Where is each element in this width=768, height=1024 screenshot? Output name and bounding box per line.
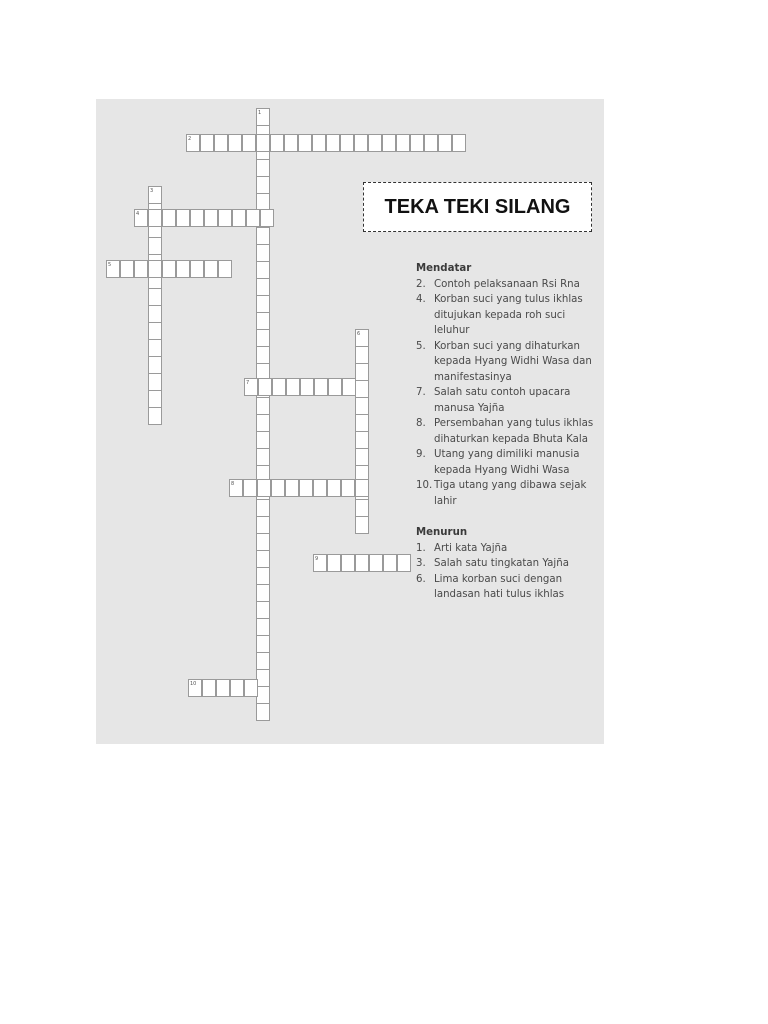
grid-cell[interactable] <box>341 554 355 572</box>
grid-cell[interactable] <box>341 479 355 497</box>
grid-cell[interactable] <box>368 134 382 152</box>
grid-cell[interactable] <box>256 244 270 262</box>
clue-text: Arti kata Yajña <box>434 542 508 554</box>
grid-cell[interactable] <box>256 533 270 551</box>
spacer <box>416 509 601 525</box>
grid-cell[interactable] <box>369 554 383 572</box>
clue-text: Contoh pelaksanaan Rsi Rna <box>434 278 580 290</box>
clue-number: 10. <box>416 480 433 491</box>
mendatar-list <box>416 277 601 510</box>
page-title: TEKA TEKI SILANG <box>384 195 571 218</box>
grid-cell[interactable] <box>134 260 148 278</box>
crossword-panel <box>96 99 604 744</box>
grid-cell[interactable] <box>256 635 270 653</box>
grid-cell[interactable] <box>242 134 256 152</box>
menurun-list <box>416 541 601 603</box>
clue-item <box>416 447 601 478</box>
grid-cell[interactable] <box>256 669 270 687</box>
clue-item <box>416 478 601 509</box>
grid-cell[interactable] <box>256 397 270 415</box>
grid-cell[interactable] <box>256 261 270 279</box>
grid-cell[interactable] <box>452 134 466 152</box>
grid-cell[interactable] <box>148 339 162 357</box>
clue-text: Salah satu contoh upacara manusa Yajña <box>434 387 571 414</box>
grid-cell[interactable] <box>396 134 410 152</box>
grid-cell[interactable] <box>355 346 369 364</box>
grid-cell[interactable] <box>190 209 204 227</box>
clue-number: 7. <box>416 387 426 398</box>
grid-cell[interactable] <box>148 305 162 323</box>
grid-cell[interactable] <box>202 679 216 697</box>
grid-cell[interactable] <box>256 329 270 347</box>
grid-cell[interactable] <box>256 550 270 568</box>
clue-text: Korban suci yang tulus ikhlas ditujukan kepada roh suci leluhur <box>434 294 583 336</box>
grid-cell[interactable] <box>214 134 228 152</box>
grid-cell[interactable] <box>355 397 369 415</box>
grid-cell[interactable] <box>382 134 396 152</box>
grid-cell[interactable] <box>148 322 162 340</box>
clue-number: 1. <box>416 542 426 554</box>
grid-cell[interactable] <box>424 134 438 152</box>
grid-cell[interactable] <box>256 431 270 449</box>
grid-cell[interactable] <box>148 373 162 391</box>
clue-item <box>416 339 601 386</box>
grid-cell[interactable] <box>148 356 162 374</box>
grid-number: 9 <box>315 556 319 562</box>
grid-cell[interactable] <box>256 584 270 602</box>
grid-cell[interactable] <box>228 134 242 152</box>
grid-cell[interactable] <box>355 380 369 398</box>
grid-cell[interactable] <box>256 567 270 585</box>
clue-number: 3. <box>416 558 426 569</box>
grid-cell[interactable] <box>328 378 342 396</box>
grid-cell[interactable] <box>383 554 397 572</box>
grid-cell[interactable] <box>200 134 214 152</box>
grid-number: 7 <box>246 380 250 386</box>
grid-cell[interactable] <box>257 479 271 497</box>
grid-cell[interactable] <box>176 260 190 278</box>
grid-cell[interactable] <box>162 260 176 278</box>
mendatar-heading: Mendatar <box>416 263 472 274</box>
grid-cell[interactable] <box>246 209 260 227</box>
grid-number: 4 <box>136 211 140 217</box>
grid-cell[interactable] <box>190 260 204 278</box>
grid-cell[interactable] <box>314 378 328 396</box>
title-box <box>363 182 592 232</box>
grid-cell[interactable] <box>286 378 300 396</box>
grid-cell[interactable] <box>256 227 270 245</box>
clue-number: 2. <box>416 278 426 290</box>
grid-cell[interactable] <box>204 209 218 227</box>
grid-cell[interactable] <box>271 479 285 497</box>
grid-cell[interactable] <box>256 346 270 364</box>
clue-text: Korban suci yang dihaturkan kepada Hyang Widhi Wasa dan manifestasinya <box>434 340 592 383</box>
grid-cell[interactable] <box>148 237 162 255</box>
grid-number: 2 <box>188 136 192 142</box>
clue-item <box>416 541 601 557</box>
grid-cell[interactable] <box>256 499 270 517</box>
grid-cell[interactable] <box>148 260 162 278</box>
clue-number: 5. <box>416 340 426 352</box>
clue-text: Lima korban suci dengan landasan hati tulus ikhlas <box>434 573 565 600</box>
clue-text: Tiga utang yang dibawa sejak lahir <box>434 480 587 507</box>
grid-number: 6 <box>357 331 361 337</box>
grid-cell[interactable] <box>326 134 340 152</box>
grid-cell[interactable] <box>327 554 341 572</box>
grid-cell[interactable] <box>216 679 230 697</box>
grid-cell[interactable] <box>285 479 299 497</box>
grid-cell[interactable] <box>397 554 411 572</box>
grid-cell[interactable] <box>327 479 341 497</box>
grid-cell[interactable] <box>355 414 369 432</box>
grid-cell[interactable] <box>272 378 286 396</box>
grid-cell[interactable] <box>355 479 369 497</box>
grid-cell[interactable] <box>438 134 452 152</box>
grid-number: 5 <box>108 262 112 268</box>
grid-cell[interactable] <box>256 176 270 194</box>
grid-cell[interactable] <box>162 209 176 227</box>
grid-cell[interactable] <box>148 390 162 408</box>
grid-cell[interactable] <box>256 295 270 313</box>
grid-cell[interactable] <box>256 601 270 619</box>
grid-cell[interactable] <box>256 652 270 670</box>
grid-cell[interactable] <box>313 479 327 497</box>
clue-text: Persembahan yang tulus ikhlas dihaturkan kepada Bhuta Kala <box>434 418 594 445</box>
grid-cell[interactable] <box>120 260 134 278</box>
clue-number: 6. <box>416 573 426 585</box>
grid-cell[interactable] <box>243 479 257 497</box>
grid-cell[interactable] <box>340 134 354 152</box>
grid-cell[interactable] <box>148 209 162 227</box>
grid-number: 3 <box>150 188 154 194</box>
grid-cell[interactable] <box>256 516 270 534</box>
clue-number: 4. <box>416 294 426 305</box>
grid-cell[interactable] <box>244 679 258 697</box>
grid-cell[interactable] <box>355 448 369 466</box>
grid-cell[interactable] <box>355 363 369 381</box>
grid-cell[interactable] <box>256 618 270 636</box>
clue-number: 8. <box>416 418 426 429</box>
grid-cell[interactable] <box>148 407 162 425</box>
grid-cell[interactable] <box>230 679 244 697</box>
grid-cell[interactable] <box>355 516 369 534</box>
grid-cell[interactable] <box>256 448 270 466</box>
grid-cell[interactable] <box>355 554 369 572</box>
grid-cell[interactable] <box>410 134 424 152</box>
clue-item <box>416 572 601 603</box>
grid-number: 8 <box>231 481 235 487</box>
grid-cell[interactable] <box>256 686 270 704</box>
grid-number: 10 <box>190 681 197 687</box>
grid-cell[interactable] <box>355 431 369 449</box>
menurun-heading: Menurun <box>416 527 468 538</box>
grid-cell[interactable] <box>256 414 270 432</box>
grid-cell[interactable] <box>312 134 326 152</box>
grid-cell[interactable] <box>218 209 232 227</box>
grid-cell[interactable] <box>298 134 312 152</box>
clue-item <box>416 556 601 572</box>
grid-cell[interactable] <box>342 378 356 396</box>
grid-cell[interactable] <box>270 134 284 152</box>
clue-text: Utang yang dimiliki manusia kepada Hyang Widhi Wasa <box>434 449 580 476</box>
clue-section <box>416 261 601 603</box>
grid-cell[interactable] <box>256 278 270 296</box>
grid-cell[interactable] <box>176 209 190 227</box>
grid-cell[interactable] <box>299 479 313 497</box>
clue-item <box>416 277 601 293</box>
grid-cell[interactable] <box>148 288 162 306</box>
grid-cell[interactable] <box>258 378 272 396</box>
grid-cell[interactable] <box>355 499 369 517</box>
grid-cell[interactable] <box>204 260 218 278</box>
clue-item <box>416 416 601 447</box>
grid-cell[interactable] <box>256 703 270 721</box>
grid-cell[interactable] <box>256 312 270 330</box>
grid-cell[interactable] <box>284 134 298 152</box>
clue-text: Salah satu tingkatan Yajña <box>434 558 569 569</box>
clue-item <box>416 292 601 339</box>
grid-cell[interactable] <box>256 159 270 177</box>
clue-item <box>416 385 601 416</box>
grid-cell[interactable] <box>354 134 368 152</box>
grid-cell[interactable] <box>260 209 274 227</box>
clue-number: 9. <box>416 449 426 460</box>
grid-cell[interactable] <box>256 134 270 152</box>
grid-cell[interactable] <box>300 378 314 396</box>
grid-cell[interactable] <box>232 209 246 227</box>
grid-number: 1 <box>258 110 262 116</box>
grid-cell[interactable] <box>218 260 232 278</box>
